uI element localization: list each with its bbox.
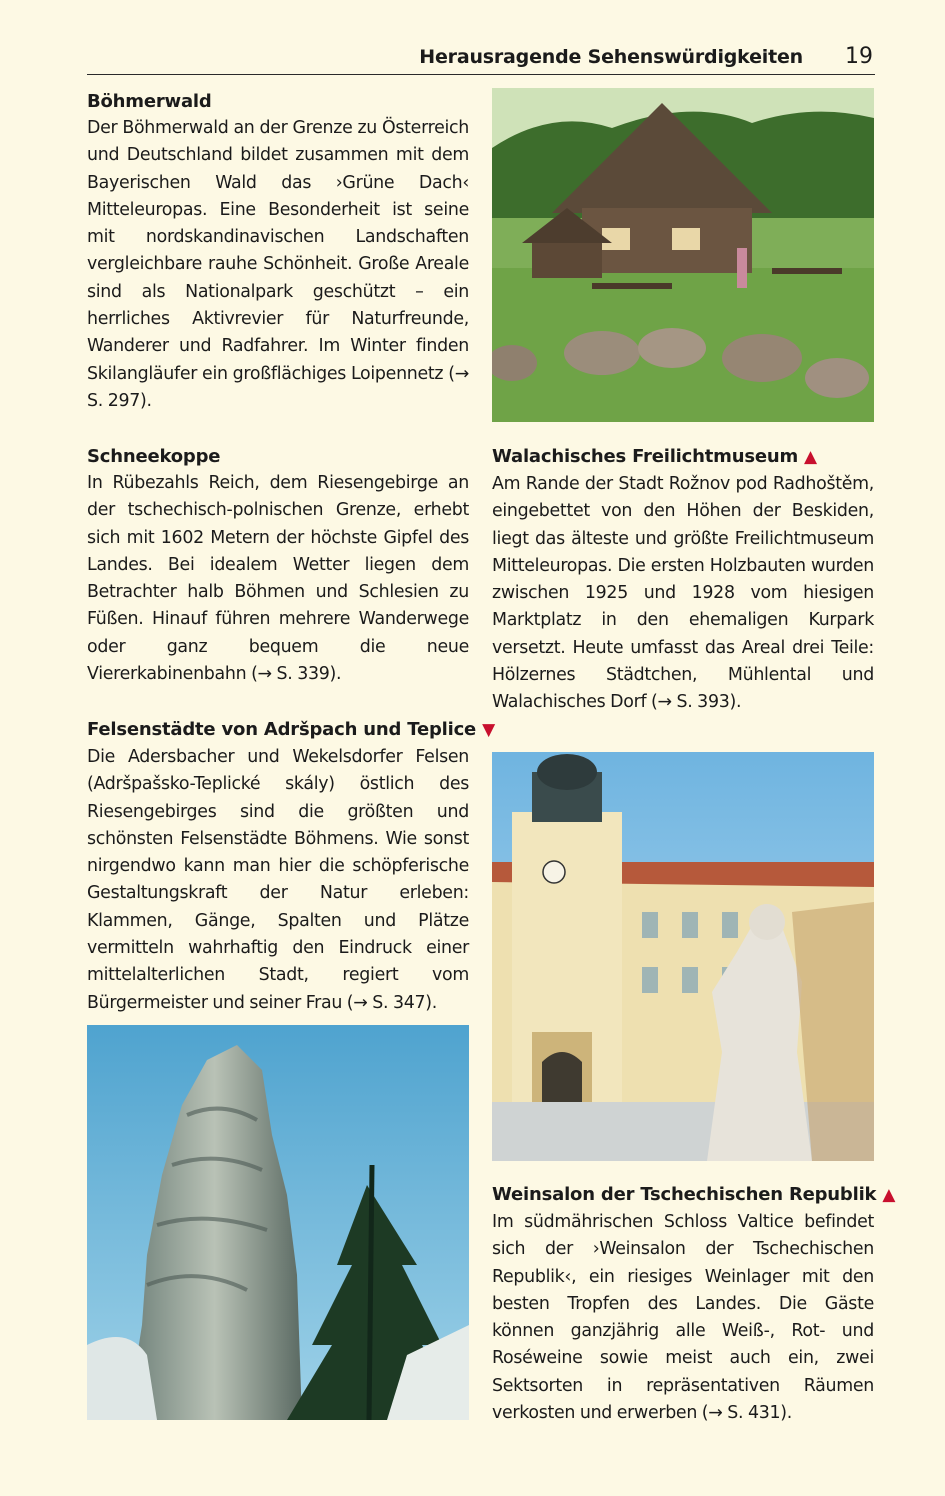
- section-text: Die Adersbacher und Wekelsdorfer Felsen (Adršpašsko-Teplické skály) östlich des Riesengebirges sind die größten und schönsten Felsenstädte Böhmens. Wie sonst nirgendwo kann man hier die schöpferische Gestaltungskraft der Natur erleben: Klammen, Gänge, Spalten und Plätze vermitteln wahrhaftig den Eindruck einer mittelalterlichen Stadt, regiert vom Bürgermeister und seiner Frau (→ S. 347).: [87, 747, 469, 1013]
- triangle-down-icon: ▼: [482, 720, 495, 740]
- section-freilichtmuseum: [492, 443, 874, 717]
- section-text: Am Rande der Stadt Rožnov pod Radhoštěm, eingebettet von den Höhen der Beskiden, liegt das älteste und größte Freilichtmuseum Mitteleuropas. Die ersten Holzbauten wurden zwischen 1925 und 1928 vom hiesigen Marktplatz in den ehemaligen Kurpark versetzt. Heute umfasst das Areal drei Teile: Hölzernes Städtchen, Mühlental und Walachisches Dorf (→ S. 393).: [492, 474, 874, 713]
- triangle-up-icon: ▲: [804, 447, 817, 467]
- section-felsenstaedte: [87, 716, 495, 1017]
- header-title: Herausragende Sehenswürdigkeiten: [419, 46, 803, 68]
- section-title: Böhmerwald: [87, 91, 212, 112]
- section-text: Im südmährischen Schloss Valtice befindet sich der ›Weinsalon der Tschechischen Republik‹, ein riesiges Weinlager mit den besten Tropfen des Landes. Die Gäste können ganzjährig alle Weiß-, Rot- und Roséweine sowie meist auch ein, zwei Sektsorten in repräsentativen Räumen verkosten und erwerben (→ S. 431).: [492, 1212, 874, 1424]
- section-title: Walachisches Freilichtmuseum ▲: [492, 446, 817, 467]
- running-header: [87, 44, 875, 75]
- page-number: 19: [845, 44, 873, 69]
- section-title: Felsenstädte von Adršpach und Teplice ▼: [87, 719, 495, 740]
- section-title: Weinsalon der Tschechischen Republik ▲: [492, 1184, 896, 1205]
- photo-valtice-castle: [492, 752, 874, 1161]
- section-weinsalon: [492, 1181, 896, 1427]
- photo-rock-formation: [87, 1025, 469, 1420]
- section-boehmerwald: [87, 88, 469, 415]
- section-text: In Rübezahls Reich, dem Riesengebirge an der tschechisch-polnischen Grenze, erhebt sich mit 1602 Metern der höchste Gipfel des Landes. Bei idealem Wetter liegen dem Betrachter halb Böhmen und Schlesien zu Füßen. Hinauf führen mehrere Wanderwege oder ganz bequem die neue Viererkabinenbahn (→ S. 339).: [87, 473, 469, 685]
- triangle-up-icon: ▲: [882, 1185, 896, 1205]
- section-text: Der Böhmerwald an der Grenze zu Österreich und Deutschland bildet zusammen mit dem Bayerischen Wald das ›Grüne Dach‹ Mitteleuropas. Eine Besonderheit ist seine mit nordskandinavischen Landschaften vergleichbare rauhe Schönheit. Große Areale sind als Nationalpark geschützt – ein herrliches Aktivrevier für Naturfreunde, Wanderer und Radfahrer. Im Winter finden Skilangläufer ein großflächiges Loipennetz (→ S. 297).: [87, 118, 469, 411]
- section-title: Schneekoppe: [87, 446, 221, 467]
- photo-open-air-museum: [492, 88, 874, 422]
- section-schneekoppe: [87, 443, 469, 688]
